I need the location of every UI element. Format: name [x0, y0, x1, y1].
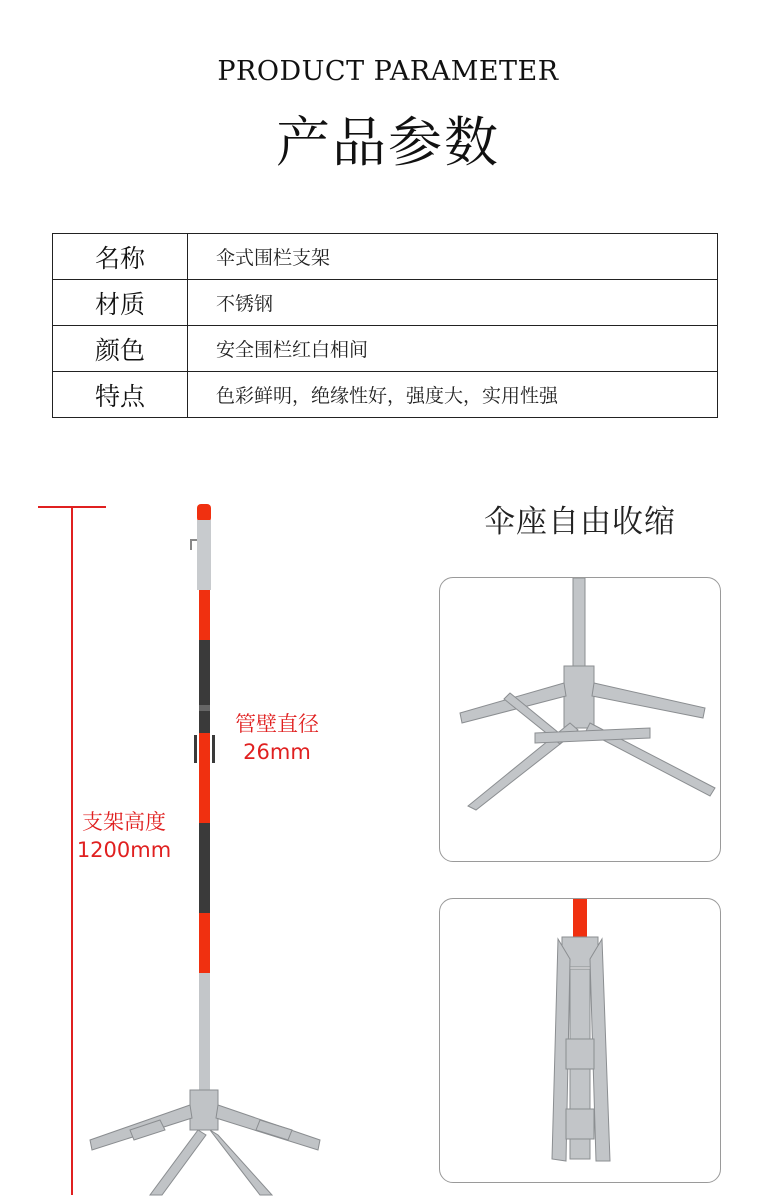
height-value: 1200mm — [76, 838, 172, 862]
param-table — [52, 233, 718, 418]
param-row — [53, 372, 718, 418]
param-key: 颜色 — [53, 326, 188, 372]
tripod-base — [90, 1090, 320, 1195]
param-row — [53, 280, 718, 326]
param-value: 不锈钢 — [188, 280, 718, 326]
base-open-photo — [439, 577, 721, 862]
base-folded-image — [440, 899, 720, 1182]
param-key: 特点 — [53, 372, 188, 418]
param-key: 名称 — [53, 234, 188, 280]
base-open-image — [440, 578, 720, 861]
height-title: 支架高度 — [82, 810, 166, 834]
wall-diameter-value: 26mm — [243, 740, 311, 764]
param-value: 安全围栏红白相间 — [188, 326, 718, 372]
base-folded-photo — [439, 898, 721, 1183]
wall-diameter-label — [222, 710, 332, 766]
title-en: PRODUCT PARAMETER — [217, 56, 559, 87]
wall-diameter-title: 管壁直径 — [235, 712, 319, 736]
pole — [191, 504, 215, 1093]
param-key: 材质 — [53, 280, 188, 326]
height-label — [66, 808, 182, 864]
param-row — [53, 326, 718, 372]
param-row — [53, 234, 718, 280]
param-value: 伞式围栏支架 — [188, 234, 718, 280]
title-zh: 产品参数 — [276, 111, 500, 174]
fold-section-title: 伞座自由收缩 — [484, 504, 676, 540]
param-value: 色彩鲜明，绝缘性好，强度大，实用性强 — [188, 372, 718, 418]
